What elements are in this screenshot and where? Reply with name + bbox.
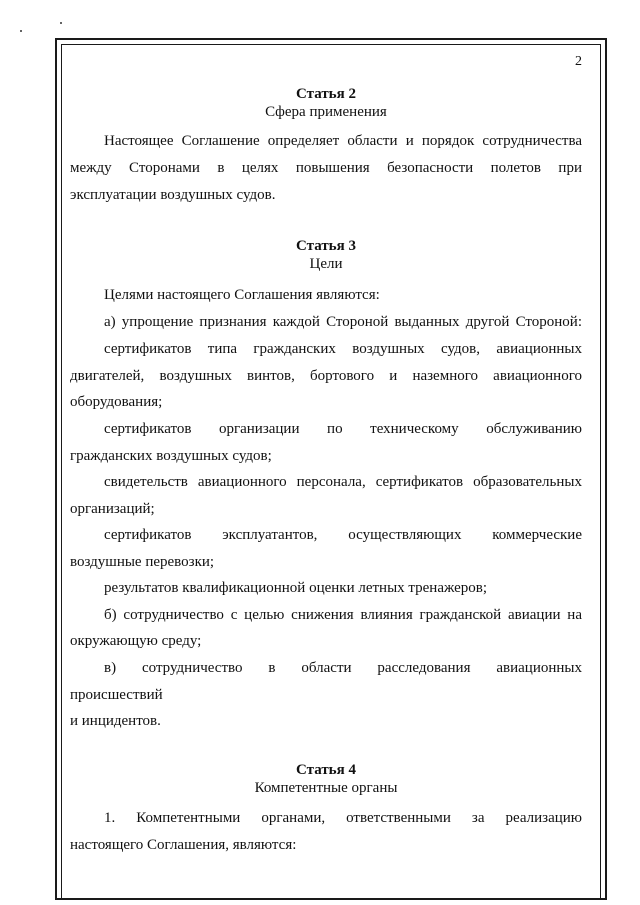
article-subtitle: Сфера применения <box>265 104 387 120</box>
paragraph-line: и инцидентов. <box>70 713 161 729</box>
paragraph-line: гражданских воздушных судов; <box>70 448 272 464</box>
paragraph-line: в) сотрудничество в области расследования авиационных <box>104 660 582 676</box>
article-subtitle: Цели <box>309 256 343 272</box>
paragraph-line: оборудования; <box>70 394 163 410</box>
paragraph-line: двигателей, воздушных винтов, бортового и наземного авиационного <box>70 368 582 384</box>
paragraph-line: Целями настоящего Соглашения являются: <box>104 287 380 303</box>
article-3 <box>70 238 582 273</box>
paragraph-line: сертификатов организации по техническому обслуживанию <box>104 421 582 437</box>
paragraph-line: эксплуатации воздушных судов. <box>70 187 276 203</box>
article-heading: Статья 2 <box>296 86 356 102</box>
paragraph-line: окружающую среду; <box>70 633 202 649</box>
paragraph-line: результатов квалификационной оценки летных тренажеров; <box>104 580 488 596</box>
paragraph-line: сертификатов типа гражданских воздушных судов, авиационных <box>104 341 582 357</box>
paragraph-line: организаций; <box>70 501 155 517</box>
paragraph-line: а) упрощение признания каждой Стороной выданных другой Стороной: <box>104 314 582 330</box>
paragraph-line: воздушные перевозки; <box>70 554 215 570</box>
paragraph-line: свидетельств авиационного персонала, сертификатов образовательных <box>104 474 582 490</box>
scan-speck <box>60 22 62 24</box>
paragraph-line: сертификатов эксплуатантов, осуществляющих коммерческие <box>104 527 582 543</box>
article-subtitle: Компетентные органы <box>254 780 398 796</box>
page-number: 2 <box>575 54 582 69</box>
paragraph-line: настоящего Соглашения, являются: <box>70 837 297 853</box>
scan-speck <box>20 30 22 32</box>
paragraph-line: между Сторонами в целях повышения безопасности полетов при <box>70 160 582 176</box>
article-4 <box>70 762 582 797</box>
article-2 <box>70 86 582 121</box>
article-heading: Статья 3 <box>296 238 356 254</box>
paragraph-line: Настоящее Соглашение определяет области и порядок сотрудничества <box>104 133 582 149</box>
paragraph-line: 1. Компетентными органами, ответственными за реализацию <box>104 810 582 826</box>
paragraph-line: происшествий <box>70 687 163 703</box>
article-heading: Статья 4 <box>296 762 356 778</box>
paragraph-line: б) сотрудничество с целью снижения влияния гражданской авиации на <box>104 607 582 623</box>
